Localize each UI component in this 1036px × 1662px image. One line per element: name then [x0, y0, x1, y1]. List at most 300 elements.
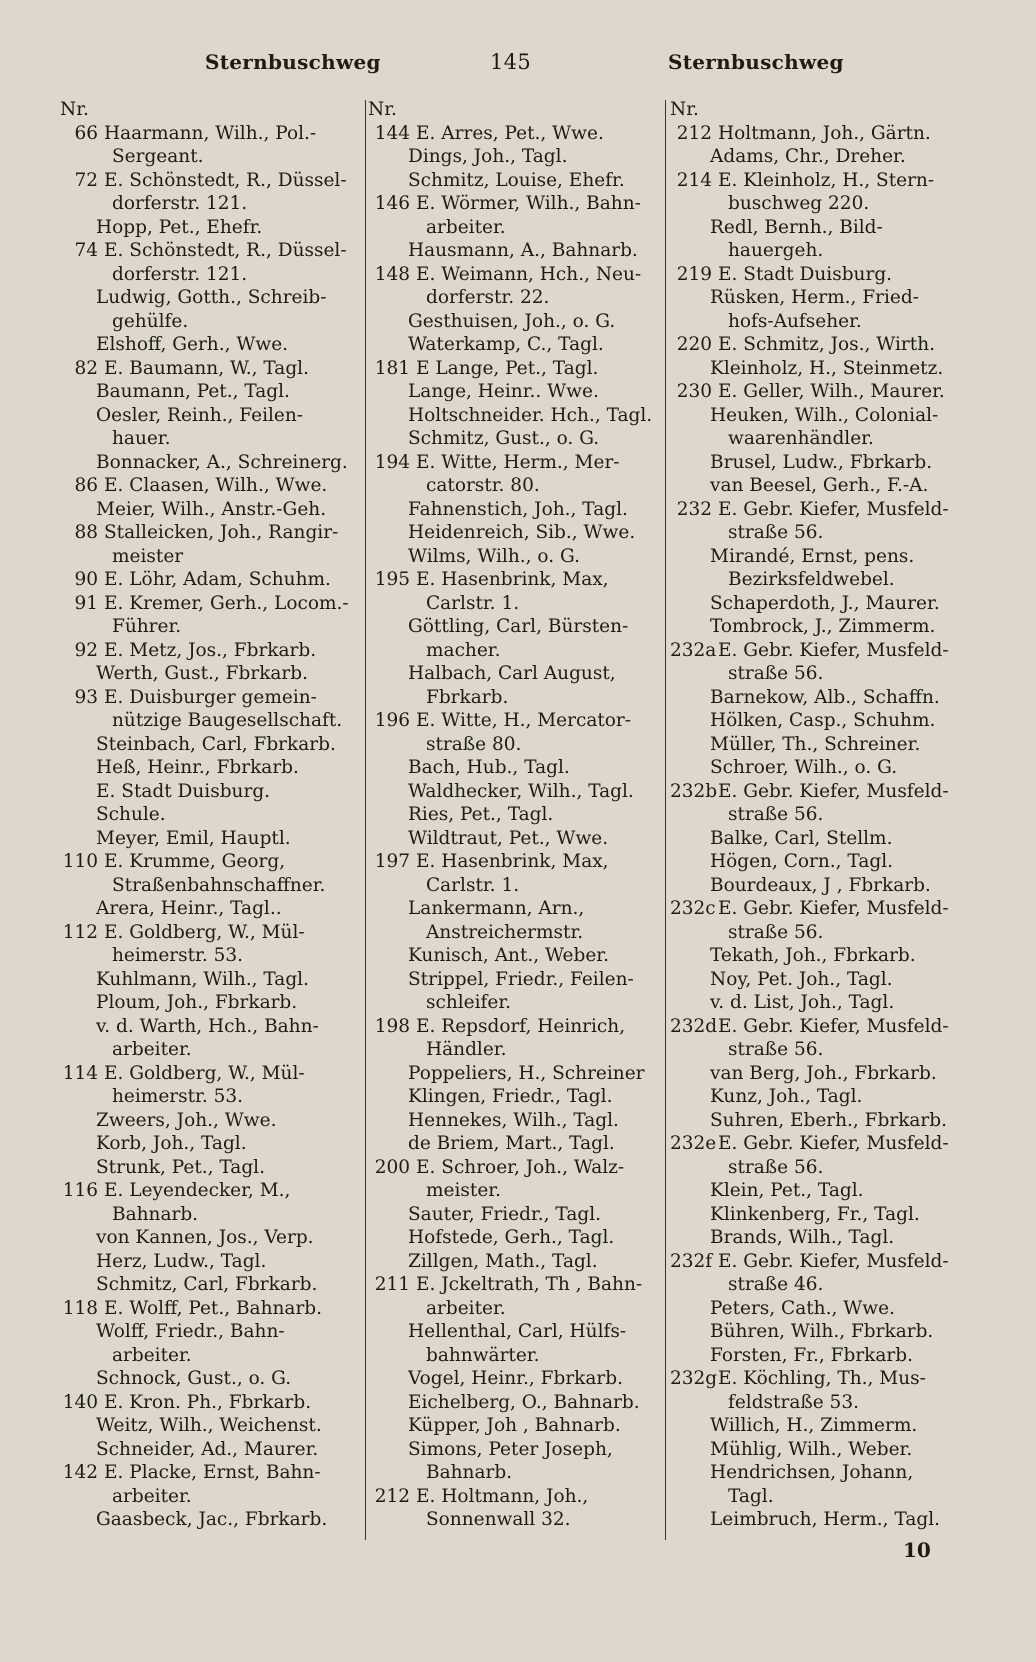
continuation-line — [60, 1085, 365, 1109]
house-number: 93 — [74, 686, 98, 708]
resident-text: Anstreichermstr. — [426, 921, 584, 943]
resident-line — [368, 380, 668, 404]
resident-text: E. Claasen, Wilh., Wwe. — [104, 475, 328, 496]
continuation-line — [670, 803, 980, 827]
house-number: 148 — [374, 263, 410, 285]
resident-text: Sonnenwall 32. — [426, 1509, 571, 1530]
resident-text: straße 56. — [728, 1156, 824, 1178]
heading-text: Nr. — [368, 99, 397, 120]
resident-text: E. Kremer, Gerh., Locom.- — [104, 592, 349, 614]
resident-text: Oesler, Reinh., Feilen- — [96, 404, 304, 426]
resident-text: Ploum, Joh., Fbrkarb. — [96, 992, 298, 1013]
house-entry — [60, 568, 365, 592]
resident-text: straße 56. — [728, 1039, 824, 1060]
resident-text: Müller, Th., Schreiner. — [710, 733, 921, 755]
resident-text: Holtmann, Joh., Gärtn. — [718, 122, 931, 144]
house-number: 194 — [374, 451, 410, 473]
resident-text: meister. — [426, 1180, 501, 1201]
resident-text: meister — [112, 545, 184, 567]
resident-line — [60, 803, 365, 827]
house-entry — [670, 780, 980, 804]
house-entry — [368, 1015, 668, 1039]
house-number: 90 — [74, 569, 98, 590]
house-entry — [670, 169, 980, 193]
resident-text: E. Gebr. Kiefer, Musfeld- — [718, 1250, 949, 1272]
resident-text: Werth, Gust., Fbrkarb. — [96, 663, 309, 684]
resident-text: Bonnacker, A., Schreinerg. — [96, 451, 348, 473]
resident-text: Fahnenstich, Joh., Tagl. — [408, 498, 628, 520]
resident-line — [60, 1156, 365, 1180]
resident-text: Heidenreich, Sib., Wwe. — [408, 522, 636, 543]
resident-text: Bourdeaux, J , Fbrkarb. — [710, 874, 931, 896]
resident-text: Meyer, Emil, Hauptl. — [96, 827, 291, 849]
resident-text: Baumann, Pet., Tagl. — [96, 381, 290, 402]
continuation-line — [670, 192, 980, 216]
resident-line — [368, 944, 668, 968]
house-number: 230 — [676, 381, 712, 402]
resident-text: E. Stadt Duisburg. — [718, 263, 893, 285]
resident-line — [670, 733, 980, 757]
resident-text: Hopp, Pet., Ehefr. — [96, 216, 263, 238]
resident-text: Sergeant. — [112, 146, 204, 167]
resident-line — [670, 545, 980, 569]
resident-text: de Briem, Mart., Tagl. — [408, 1133, 615, 1154]
resident-line — [368, 169, 668, 193]
resident-text: arbeiter. — [426, 1297, 506, 1319]
resident-text: Hausmann, A., Bahnarb. — [408, 240, 638, 261]
resident-text: feldstraße 53. — [728, 1391, 859, 1413]
resident-line — [670, 968, 980, 992]
resident-line — [670, 686, 980, 710]
house-entry — [368, 568, 668, 592]
resident-text: E. Weimann, Hch., Neu- — [416, 263, 642, 285]
house-entry — [670, 122, 980, 146]
resident-text: Schneider, Ad., Maurer. — [96, 1438, 319, 1460]
house-entry — [60, 1062, 365, 1086]
continuation-line — [368, 1297, 668, 1321]
house-number: 72 — [74, 169, 98, 191]
resident-text: Hellenthal, Carl, Hülfs- — [408, 1321, 627, 1342]
house-number: 74 — [74, 240, 98, 261]
resident-line — [670, 615, 980, 639]
resident-text: Zweers, Joh., Wwe. — [96, 1109, 277, 1131]
continuation-line — [368, 639, 668, 663]
resident-line — [60, 733, 365, 757]
house-entry — [368, 850, 668, 874]
resident-text: E. Hasenbrink, Max, — [416, 569, 609, 590]
resident-text: Forsten, Fr., Fbrkarb. — [710, 1344, 913, 1366]
resident-text: Carlstr. 1. — [426, 592, 520, 614]
resident-line — [368, 1391, 668, 1415]
resident-text: Bahnarb. — [426, 1462, 513, 1483]
resident-text: Wolff, Friedr., Bahn- — [96, 1321, 285, 1342]
resident-line — [670, 216, 980, 240]
resident-text: E. Placke, Ernst, Bahn- — [104, 1462, 321, 1483]
resident-text: Suhren, Eberh., Fbrkarb. — [710, 1109, 947, 1131]
column-heading — [60, 98, 365, 122]
resident-text: Kunz, Joh., Tagl. — [710, 1086, 863, 1107]
resident-text: E. Gebr. Kiefer, Musfeld- — [718, 898, 949, 919]
resident-text: Simons, Peter Joseph, — [408, 1438, 613, 1460]
resident-line — [368, 615, 668, 639]
resident-text: Willich, H., Zimmerm. — [710, 1415, 918, 1436]
house-entry — [368, 192, 668, 216]
resident-text: E. Hasenbrink, Max, — [416, 851, 609, 872]
resident-text: Mirandé, Ernst, pens. — [710, 545, 915, 567]
resident-text: Balke, Carl, Stellm. — [710, 827, 893, 849]
house-number: 140 — [62, 1391, 98, 1413]
resident-line — [368, 1414, 668, 1438]
resident-line — [670, 874, 980, 898]
resident-text: Weitz, Wilh., Weichenst. — [96, 1415, 322, 1436]
resident-text: arbeiter. — [426, 216, 506, 238]
resident-text: E. Gebr. Kiefer, Musfeld- — [718, 1015, 949, 1037]
resident-text: Brands, Wilh., Tagl. — [710, 1227, 895, 1248]
house-number: 212 — [676, 122, 712, 144]
resident-line — [60, 662, 365, 686]
continuation-line — [368, 1179, 668, 1203]
resident-line — [60, 216, 365, 240]
resident-text: Händler. — [426, 1039, 507, 1060]
resident-text: Waldhecker, Wilh., Tagl. — [408, 780, 634, 802]
column-1 — [60, 98, 365, 1532]
house-entry — [60, 592, 365, 616]
resident-line — [60, 1414, 365, 1438]
resident-text: E. Jckeltrath, Th , Bahn- — [416, 1274, 643, 1295]
resident-text: macher. — [426, 639, 501, 661]
resident-text: nützige Baugesellschaft. — [112, 710, 343, 731]
resident-line — [368, 1226, 668, 1250]
resident-line — [670, 451, 980, 475]
resident-line — [670, 1203, 980, 1227]
resident-line — [368, 1062, 668, 1086]
resident-line — [670, 357, 980, 381]
resident-line — [60, 380, 365, 404]
resident-line — [670, 145, 980, 169]
resident-text: catorstr. 80. — [426, 475, 540, 496]
resident-text: E. Stadt Duisburg. — [96, 780, 271, 802]
house-number: 118 — [62, 1297, 98, 1319]
resident-line — [60, 451, 365, 475]
resident-line — [368, 1203, 668, 1227]
resident-text: Carlstr. 1. — [426, 874, 520, 896]
resident-text: heimerstr. 53. — [112, 945, 244, 966]
resident-line — [60, 1015, 365, 1039]
house-number: 88 — [74, 522, 98, 543]
continuation-line — [60, 944, 365, 968]
resident-line — [60, 498, 365, 522]
house-number: 86 — [74, 475, 98, 496]
resident-text: Zillgen, Math., Tagl. — [408, 1250, 598, 1272]
resident-line — [368, 239, 668, 263]
continuation-line — [670, 1391, 980, 1415]
resident-text: Wildtraut, Pet., Wwe. — [408, 827, 609, 849]
resident-line — [60, 404, 365, 428]
resident-text: Ludwig, Gotth., Schreib- — [96, 287, 327, 308]
resident-text: heimerstr. 53. — [112, 1086, 244, 1107]
continuation-line — [670, 568, 980, 592]
resident-text: Straßenbahnschaffner. — [112, 874, 326, 896]
resident-line — [368, 1320, 668, 1344]
resident-text: E. Schönstedt, R., Düssel- — [104, 240, 347, 261]
house-entry — [60, 1391, 365, 1415]
resident-line — [670, 1438, 980, 1462]
house-number: 112 — [62, 921, 98, 943]
resident-text: Lankermann, Arn., — [408, 898, 585, 919]
house-number: 212 — [374, 1485, 410, 1507]
house-entry — [60, 474, 365, 498]
resident-line — [670, 1062, 980, 1086]
resident-text: Tekath, Joh., Fbrkarb. — [710, 945, 916, 966]
resident-line — [368, 897, 668, 921]
resident-text: straße 46. — [728, 1274, 824, 1295]
resident-line — [60, 1250, 365, 1274]
resident-text: E. Schroer, Joh., Walz- — [416, 1156, 625, 1178]
continuation-line — [60, 874, 365, 898]
house-entry — [60, 850, 365, 874]
house-entry — [368, 1485, 668, 1509]
page-number: 145 — [490, 50, 531, 74]
column-2 — [368, 98, 668, 1532]
continuation-line — [60, 427, 365, 451]
house-entry — [60, 1179, 365, 1203]
resident-text: Korb, Joh., Tagl. — [96, 1133, 247, 1154]
running-head-left: Sternbuschweg — [205, 50, 381, 74]
resident-text: Hennekes, Wilh., Tagl. — [408, 1109, 619, 1131]
house-entry — [368, 451, 668, 475]
continuation-line — [368, 1038, 668, 1062]
continuation-line — [670, 310, 980, 334]
resident-text: Herz, Ludw., Tagl. — [96, 1250, 267, 1272]
resident-text: E. Kleinholz, H., Stern- — [718, 169, 935, 191]
continuation-line — [60, 263, 365, 287]
continuation-line — [60, 545, 365, 569]
house-number: 110 — [62, 851, 98, 872]
house-entry — [368, 1156, 668, 1180]
resident-text: straße 80. — [426, 733, 522, 755]
resident-text: von Kannen, Jos., Verp. — [96, 1227, 314, 1248]
resident-text: Göttling, Carl, Bürsten- — [408, 616, 629, 637]
continuation-line — [368, 1508, 668, 1532]
resident-text: Holtschneider. Hch., Tagl. — [408, 404, 653, 426]
resident-text: Arera, Heinr., Tagl.. — [96, 898, 282, 919]
resident-line — [60, 1109, 365, 1133]
resident-text: dorferstr. 22. — [426, 287, 550, 308]
house-number: 91 — [74, 592, 98, 614]
continuation-line — [368, 592, 668, 616]
resident-line — [368, 333, 668, 357]
resident-text: Noy, Pet. Joh., Tagl. — [710, 968, 893, 990]
resident-text: E. Gebr. Kiefer, Musfeld- — [718, 498, 949, 520]
house-number: 142 — [62, 1462, 98, 1483]
heading-text: Nr. — [670, 99, 699, 120]
resident-line — [368, 310, 668, 334]
resident-text: Haarmann, Wilh., Pol.- — [104, 122, 317, 144]
resident-line — [670, 1179, 980, 1203]
continuation-line — [60, 192, 365, 216]
house-number: 232b — [670, 780, 718, 802]
resident-line — [368, 521, 668, 545]
resident-line — [60, 756, 365, 780]
resident-text: E. Wörmer, Wilh., Bahn- — [416, 193, 641, 214]
resident-text: Hofstede, Gerh., Tagl. — [408, 1227, 615, 1248]
continuation-line — [60, 1344, 365, 1368]
continuation-line — [60, 1485, 365, 1509]
resident-text: Wilms, Wilh., o. G. — [408, 545, 580, 567]
continuation-line — [368, 216, 668, 240]
resident-text: Küpper, Joh , Bahnarb. — [408, 1415, 621, 1436]
resident-text: bahnwärter. — [426, 1344, 540, 1366]
resident-text: Waterkamp, C., Tagl. — [408, 334, 604, 355]
sheet-signature: 10 — [903, 1538, 931, 1562]
resident-text: gehülfe. — [112, 310, 189, 332]
resident-text: E. Baumann, W., Tagl. — [104, 357, 309, 379]
house-entry — [670, 263, 980, 287]
resident-text: E. Schmitz, Jos., Wirth. — [718, 334, 935, 355]
resident-text: Tagl. — [728, 1485, 774, 1507]
house-number: 181 — [374, 357, 410, 379]
resident-text: Halbach, Carl August, — [408, 663, 616, 684]
resident-text: E. Köchling, Th., Mus- — [718, 1368, 926, 1389]
continuation-line — [60, 310, 365, 334]
continuation-line — [60, 615, 365, 639]
resident-text: van Berg, Joh., Fbrkarb. — [710, 1062, 937, 1084]
continuation-line — [670, 921, 980, 945]
resident-text: E. Repsdorf, Heinrich, — [416, 1015, 626, 1037]
resident-text: Adams, Chr., Dreher. — [710, 146, 906, 167]
resident-text: Bach, Hub., Tagl. — [408, 757, 570, 778]
resident-text: Rüsken, Herm., Fried- — [710, 287, 919, 308]
house-number: 232d — [670, 1015, 718, 1037]
resident-text: Klein, Pet., Tagl. — [710, 1180, 864, 1201]
resident-text: buschweg 220. — [728, 193, 870, 214]
house-number: 232f — [670, 1250, 713, 1272]
resident-line — [368, 756, 668, 780]
resident-text: dorferstr. 121. — [112, 263, 248, 285]
house-entry — [670, 333, 980, 357]
resident-text: E. Goldberg, W., Mül- — [104, 921, 305, 943]
resident-text: Brusel, Ludw., Fbrkarb. — [710, 451, 933, 473]
resident-text: E. Leyendecker, M., — [104, 1180, 291, 1201]
resident-text: E. Witte, H., Mercator- — [416, 710, 632, 731]
resident-line — [368, 827, 668, 851]
house-number: 66 — [74, 122, 98, 144]
resident-line — [60, 897, 365, 921]
resident-line — [60, 1226, 365, 1250]
house-entry — [670, 380, 980, 404]
continuation-line — [670, 1485, 980, 1509]
continuation-line — [670, 1156, 980, 1180]
resident-text: straße 56. — [728, 921, 824, 943]
continuation-line — [60, 709, 365, 733]
resident-line — [368, 545, 668, 569]
resident-text: Kuhlmann, Wilh., Tagl. — [96, 968, 309, 990]
resident-line — [368, 404, 668, 428]
resident-text: Schaperdoth, J., Maurer. — [710, 592, 940, 614]
resident-line — [670, 1297, 980, 1321]
resident-line — [60, 827, 365, 851]
house-entry — [670, 1250, 980, 1274]
house-number: 116 — [62, 1180, 98, 1201]
house-number: 232a — [670, 639, 717, 661]
house-entry — [60, 921, 365, 945]
house-entry — [60, 521, 365, 545]
column-heading — [670, 98, 980, 122]
resident-text: E. Metz, Jos., Fbrkarb. — [104, 639, 317, 661]
resident-text: Klinkenberg, Fr., Tagl. — [710, 1203, 920, 1225]
house-entry — [368, 263, 668, 287]
continuation-line — [60, 1038, 365, 1062]
resident-line — [670, 1461, 980, 1485]
house-entry — [60, 686, 365, 710]
resident-line — [670, 1508, 980, 1532]
house-number: 195 — [374, 569, 410, 590]
house-number: 114 — [62, 1062, 98, 1084]
resident-text: Führer. — [112, 616, 182, 637]
resident-text: v. d. List, Joh., Tagl. — [710, 992, 895, 1013]
resident-line — [368, 145, 668, 169]
resident-line — [368, 1250, 668, 1274]
continuation-line — [368, 733, 668, 757]
resident-text: E. Schönstedt, R., Düssel- — [104, 169, 347, 191]
resident-text: Tombrock, J., Zimmerm. — [710, 616, 936, 637]
resident-text: Sauter, Friedr., Tagl. — [408, 1203, 601, 1225]
resident-text: Bezirksfeldwebel. — [728, 569, 895, 590]
resident-line — [60, 1320, 365, 1344]
running-head-right: Sternbuschweg — [668, 50, 844, 74]
resident-text: Steinbach, Carl, Fbrkarb. — [96, 733, 336, 755]
resident-line — [368, 803, 668, 827]
resident-text: hauergeh. — [728, 240, 824, 261]
resident-text: straße 56. — [728, 522, 824, 543]
continuation-line — [368, 686, 668, 710]
continuation-line — [60, 1203, 365, 1227]
resident-text: dorferstr. 121. — [112, 193, 248, 214]
continuation-line — [670, 239, 980, 263]
house-number: 232e — [670, 1133, 717, 1154]
continuation-line — [368, 991, 668, 1015]
resident-line — [670, 286, 980, 310]
house-entry — [670, 639, 980, 663]
resident-line — [670, 1226, 980, 1250]
house-entry — [368, 122, 668, 146]
resident-text: Eichelberg, O., Bahnarb. — [408, 1391, 640, 1413]
resident-text: Bühren, Wilh., Fbrkarb. — [710, 1321, 934, 1342]
resident-text: Hendrichsen, Johann, — [710, 1462, 914, 1483]
house-entry — [368, 1273, 668, 1297]
continuation-line — [368, 874, 668, 898]
resident-line — [670, 1344, 980, 1368]
house-entry — [60, 122, 365, 146]
resident-text: Bahnarb. — [112, 1203, 199, 1225]
resident-line — [60, 333, 365, 357]
house-entry — [60, 1297, 365, 1321]
resident-text: E. Goldberg, W., Mül- — [104, 1062, 305, 1084]
resident-text: Redl, Bernh., Bild- — [710, 216, 883, 238]
column-3 — [670, 98, 980, 1532]
resident-text: Schmitz, Gust., o. G. — [408, 428, 600, 449]
house-entry — [60, 1461, 365, 1485]
continuation-line — [368, 1344, 668, 1368]
resident-text: Heuken, Wilh., Colonial- — [710, 404, 939, 426]
house-entry — [60, 169, 365, 193]
resident-text: E. Krumme, Georg, — [104, 851, 286, 872]
resident-text: Schroer, Wilh., o. G. — [710, 757, 898, 778]
resident-text: Schmitz, Carl, Fbrkarb. — [96, 1274, 318, 1295]
resident-text: Klingen, Friedr., Tagl. — [408, 1086, 613, 1107]
resident-line — [670, 944, 980, 968]
house-entry — [60, 639, 365, 663]
